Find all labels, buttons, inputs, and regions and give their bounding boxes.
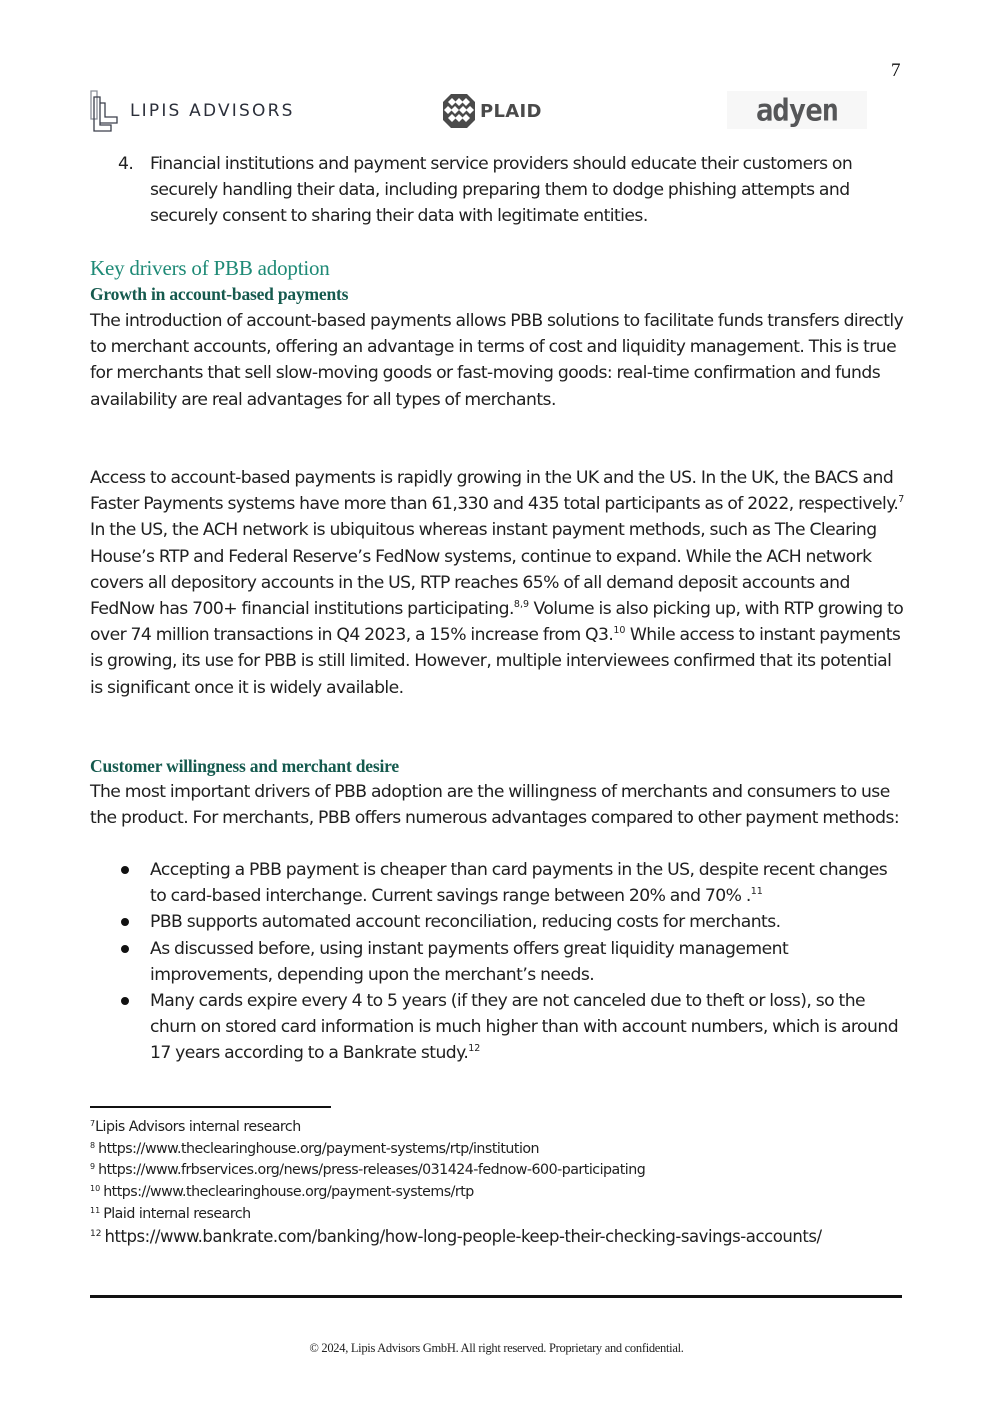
- plaid-mark-icon: [442, 93, 476, 129]
- paragraph-access: [90, 465, 905, 701]
- bullet-icon: [118, 936, 150, 988]
- list-number: 4.: [118, 154, 134, 174]
- footnote-7: [90, 1117, 905, 1139]
- footnote-8: [90, 1139, 905, 1161]
- paragraph-text: In the US, the ACH network is ubiquitous whereas instant payment methods, such as The Clearing House’s RTP and Federal Reserve’s FedNow systems, continue to expand. While the ACH network covers all depository accounts in the US, RTP reaches 65% of all demand deposit accounts and FedNow has 700+ financial institutions participating.: [90, 520, 877, 620]
- paragraph-text: Access to account-based payments is rapidly growing in the UK and the US. In the UK, the BACS and Faster Payments systems have more than 61,330 and 435 total participants as of 2022, respectively.: [90, 468, 899, 515]
- footnote-ref: 10: [613, 625, 626, 637]
- footnote-text: Lipis Advisors internal research: [95, 1119, 301, 1135]
- bullet-icon: [118, 857, 150, 909]
- page-number: 7: [891, 60, 901, 81]
- paragraph-account-based: The introduction of account-based payments allows PBB solutions to facilitate funds transfers directly to merchant accounts, offering an advantage in terms of cost and liquidity management. This is true for merchants that sell slow-moving goods or fast-moving goods: real-time confirmation and funds availability are real advantages for all types of merchants.: [90, 311, 904, 410]
- footnote-ref: 12: [468, 1043, 481, 1055]
- list-item: [118, 909, 903, 935]
- bullet-icon: [118, 909, 150, 935]
- footnote-ref: 8,9: [513, 599, 530, 611]
- bullet-text: As discussed before, using instant payments offers great liquidity management improvements, depending upon the merchant’s needs.: [150, 938, 789, 985]
- list-item-text: Financial institutions and payment service providers should educate their customers on securely handling their data, including preparing them to dodge phishing attempts and securely consent to sharing their data with legitimate entities.: [150, 154, 853, 227]
- footer-divider: [90, 1295, 902, 1298]
- footnote-ref: 7: [898, 494, 905, 506]
- footnote-number: 9: [90, 1162, 96, 1172]
- adyen-logo-text: adyen: [755, 92, 839, 128]
- advantages-list: [118, 857, 903, 1067]
- footnote-12: [90, 1226, 905, 1248]
- list-item: [118, 988, 903, 1067]
- bullet-text: PBB supports automated account reconciliation, reducing costs for merchants.: [150, 912, 781, 933]
- section-heading: Key drivers of PBB adoption: [90, 256, 330, 280]
- copyright-footer: © 2024, Lipis Advisors GmbH. All right reserved. Proprietary and confidential.: [309, 1341, 684, 1355]
- footnote-text: Plaid internal research: [103, 1205, 251, 1222]
- footnote-9: [90, 1160, 905, 1182]
- footnote-link[interactable]: https://www.theclearinghouse.org/payment-systems/rtp/institution: [98, 1140, 540, 1157]
- numbered-list-item: [118, 151, 903, 230]
- bullet-text: Accepting a PBB payment is cheaper than card payments in the US, despite recent changes to card-based interchange. Current savings range between 20% and 70% .: [150, 860, 888, 907]
- footnotes: [90, 1117, 905, 1247]
- footnote-link[interactable]: https://www.frbservices.org/news/press-releases/031424-fednow-600-participating: [98, 1162, 646, 1179]
- lipis-logo-text: LIPIS ADVISORS: [130, 101, 295, 121]
- list-item: [118, 936, 903, 988]
- paragraph-drivers: The most important drivers of PBB adoption are the willingness of merchants and consumers to use the product. For merchants, PBB offers numerous advantages compared to other payment methods:: [90, 782, 900, 829]
- footnote-link[interactable]: https://www.theclearinghouse.org/payment-systems/rtp: [103, 1184, 474, 1201]
- plaid-logo-text: PLAID: [480, 100, 542, 122]
- adyen-logo: [727, 91, 867, 129]
- footnote-number: 10: [90, 1184, 101, 1194]
- footnote-divider: [90, 1106, 331, 1108]
- bullet-icon: [118, 988, 150, 1067]
- lipis-mark-icon: [89, 89, 121, 133]
- footnote-10: [90, 1182, 905, 1204]
- footnote-link[interactable]: https://www.bankrate.com/banking/how-long-people-keep-their-checking-savings-accounts/: [104, 1226, 822, 1246]
- footnote-number: 12: [90, 1228, 102, 1239]
- paragraph-text: While access to instant payments is growing, its use for PBB is still limited. However, multiple interviewees confirmed that its potential is significant once it is widely available.: [90, 625, 901, 698]
- footnote-number: 8: [90, 1140, 96, 1150]
- list-item: [118, 857, 903, 909]
- bullet-text: Many cards expire every 4 to 5 years (if they are not canceled due to theft or loss), so the churn on stored card information is much higher than with account numbers, which is around 17 years according to a Bankrate study.: [150, 991, 899, 1064]
- paragraph-text: Volume is also picking up, with RTP growing to over 74 million transactions in Q4 2023, a 15% increase from Q3.: [90, 599, 904, 646]
- footnote-11: [90, 1204, 905, 1226]
- footnote-ref: 11: [750, 886, 763, 898]
- plaid-logo: [442, 93, 542, 129]
- subheading-customer-willingness: Customer willingness and merchant desire: [90, 756, 399, 776]
- footnote-number: 11: [90, 1205, 101, 1215]
- subheading-growth: Growth in account-based payments: [90, 284, 349, 304]
- lipis-advisors-logo: [89, 89, 295, 133]
- footnote-number: 7: [90, 1119, 96, 1128]
